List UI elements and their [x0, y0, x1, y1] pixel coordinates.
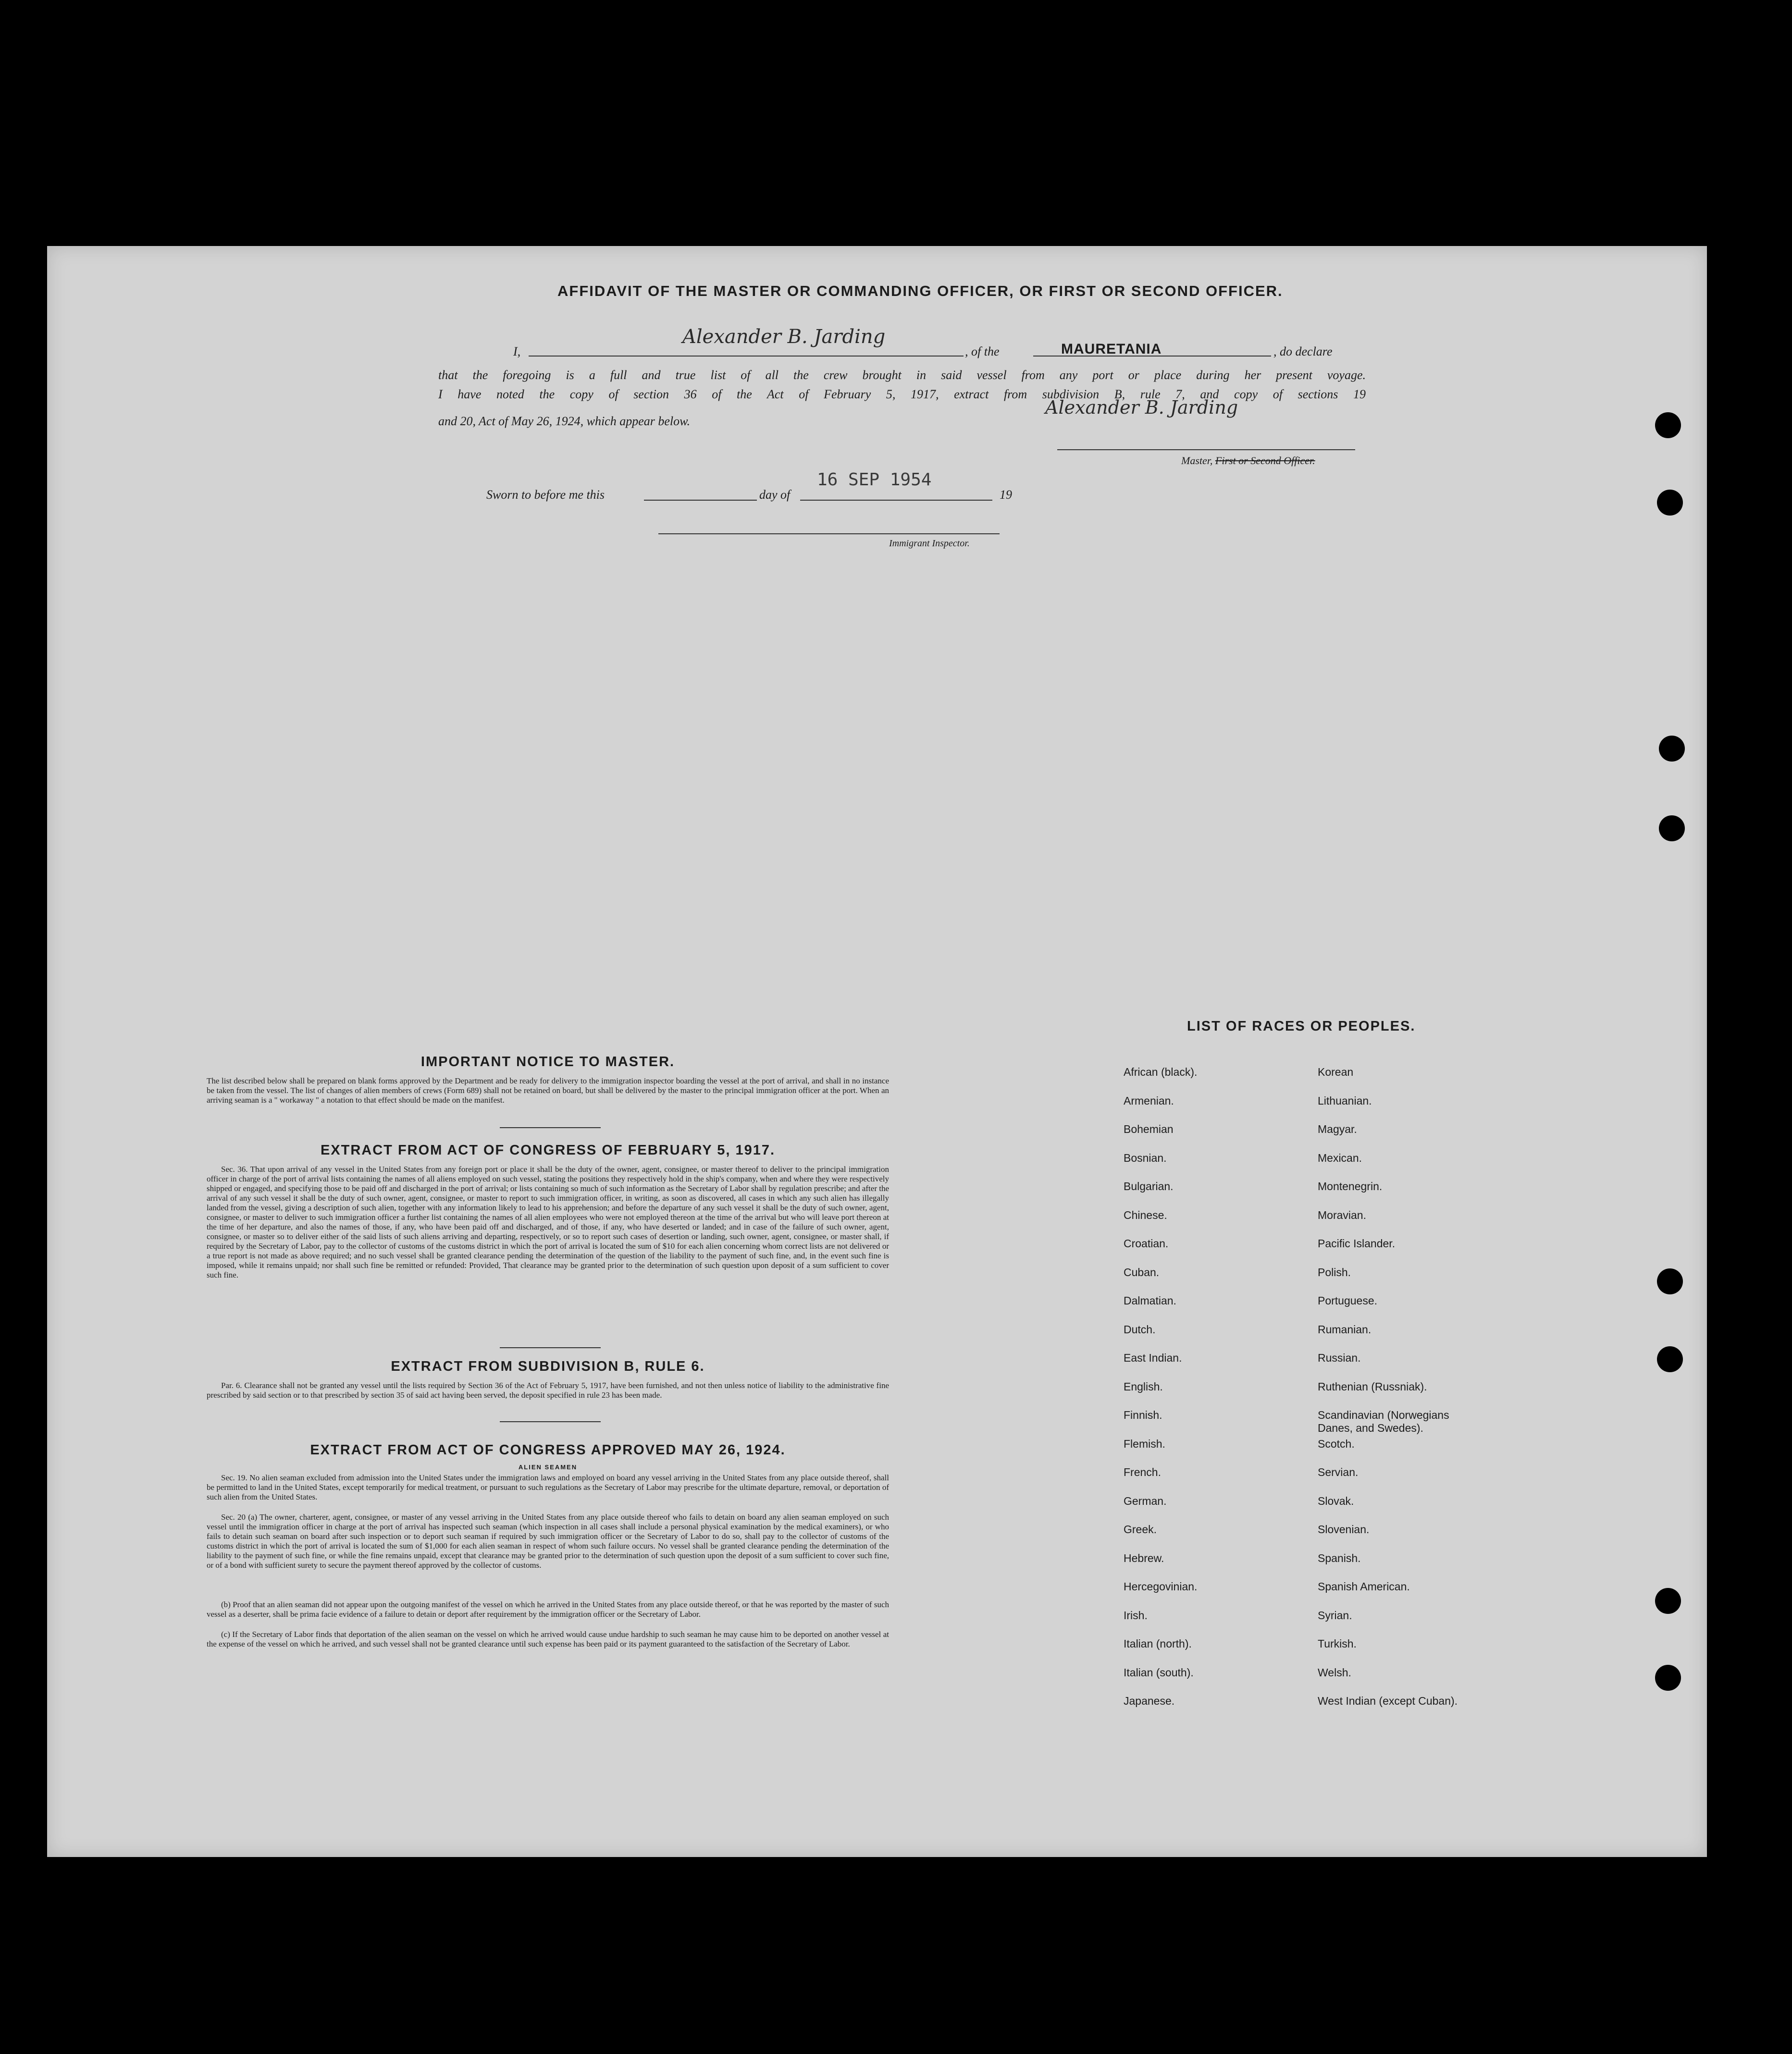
day-of-label: day of	[759, 488, 791, 502]
affidavit-line-4: and 20, Act of May 26, 1924, which appear below.	[438, 414, 691, 428]
declare-label: , do declare	[1273, 344, 1333, 358]
binder-hole	[1659, 815, 1685, 841]
binder-hole	[1655, 1588, 1681, 1614]
race-item: Rumanian.	[1318, 1323, 1372, 1336]
race-item: French.	[1124, 1466, 1161, 1478]
race-item: Hercegovinian.	[1124, 1580, 1198, 1593]
races-title: LIST OF RACES OR PEOPLES.	[1187, 1019, 1416, 1034]
race-item: Magyar.	[1318, 1123, 1357, 1135]
affiant-label: I,	[513, 344, 521, 358]
sworn-day-line	[644, 500, 757, 501]
subdivision-body: Par. 6. Clearance shall not be granted any vessel until the lists required by Section 36 of the Act of February 5, 1917, have been furnished, and not then unless notice of liability to the administrative fine prescribed by said section or to that prescribed by section 35 of said act having been served, the deposit specified in rule 23 has been made.	[207, 1381, 889, 1400]
race-item: Chinese.	[1124, 1208, 1167, 1221]
affiant-signature: Alexander B. Jarding	[682, 326, 886, 348]
master-title: Master,	[1181, 455, 1213, 467]
master-signature-line	[1057, 449, 1355, 450]
binder-hole	[1655, 412, 1681, 438]
of-the-label: , of the	[965, 344, 1000, 358]
binder-hole	[1657, 1346, 1683, 1372]
date-stamp: 16 SEP 1954	[817, 470, 932, 490]
inspector-signature-line	[658, 533, 1000, 534]
race-item: Scotch.	[1318, 1437, 1355, 1450]
sec-20b: (b) Proof that an alien seaman did not appear upon the outgoing manifest of the vessel on which he arrived in the United States from any place outside thereof, or that he was reported by the master of such vessel as a deserter, shall be prima facie evidence of a failure to detain or deport after requirement by the immigration officer or the Secretary of Labor.	[207, 1600, 889, 1619]
race-item: African (black).	[1124, 1066, 1198, 1078]
extract-1917-body: Sec. 36. That upon arrival of any vessel in the United States from any foreign port or place it shall be the duty of the owner, agent, consignee, or master thereof to deliver to the principal immigration officer in charge of the port of arrival lists containing the names of all aliens employed on such vessel, stating the positions they respectively hold in the ship's company, when and where they were respectively shipped or engaged, and specifying those to be paid off and discharged in the port of arrival; or lists containing so much of such information as the Secretary of Labor shall by regulation prescribe; and after the arrival of any such vessel it shall be the duty of such owner, agent, consignee, or master to report to such immigration officer, in writing, as soon as discovered, all cases in which any such alien has illegally landed from the vessel, giving a description of such alien, together with any information likely to lead to his apprehension; and before the departure of any such vessel it shall be the duty of such owner, agent, consignee, or master to deliver to such immigration officer a further list containing the names of all alien employees who were not employed thereon at the time of the arrival but who will leave port thereon at the time of her departure, and also the names of those, if any, who have been paid off and discharged, and of those, if any, who have deserted or landed; and in case of the failure of such owner, agent, consignee, or master so to deliver either of the said lists of such aliens arriving and departing, respectively, or so to report such cases of desertion or landing, such owner, agent, consignee, or master shall, if required by the Secretary of Labor, pay to the collector of customs of the customs district in which the port of arrival is located the sum of $10 for each alien concerning whom correct lists are not delivered or a true report is not made as above required; and no such vessel shall be granted clearance pending the determination of the question of the liability to the payment of such fine, and, in the event such fine is imposed, while it remains unpaid; nor shall such fine be remitted or refunded: Provided, That clearance may be granted prior to the determination of such question upon deposit of a sum sufficient to cover such fine.	[207, 1165, 889, 1279]
binder-hole	[1657, 490, 1683, 516]
sec-20c: (c) If the Secretary of Labor finds that deportation of the alien seaman on the vessel on which he arrived would cause undue hardship to such seaman he may cause him to be deported on another vessel at the expense of the vessel on which he arrived, and such vessel shall not be granted clearance until such expense has been paid or its payment guaranteed to the satisfaction of the Secretary of Labor.	[207, 1630, 889, 1648]
affidavit-line-2: that the foregoing is a full and true list of all the crew brought in said vessel from any port or place during her present voyage.	[438, 368, 1366, 382]
race-item: Welsh.	[1318, 1666, 1351, 1679]
race-item: Lithuanian.	[1318, 1094, 1372, 1107]
sworn-month-line	[800, 500, 992, 501]
binder-hole	[1659, 736, 1685, 762]
notice-title: IMPORTANT NOTICE TO MASTER.	[420, 1054, 675, 1070]
race-item: Russian.	[1318, 1352, 1361, 1364]
affiant-name-line	[529, 356, 964, 357]
race-item: Spanish.	[1318, 1551, 1361, 1564]
race-item: Bosnian.	[1124, 1151, 1167, 1164]
race-item: Korean	[1318, 1066, 1354, 1078]
race-item: Flemish.	[1124, 1437, 1165, 1450]
notice-body: The list described below shall be prepared on blank forms approved by the Department and be ready for delivery to the immigration inspector boarding the vessel at the port of arrival, and shall in no instance be taken from the vessel. The list of changes of alien members of crews (Form 689) shall not be retained on board, but shall be delivered by the master to the principal immigration officer at the port. When an arriving seaman is a " workaway " a notation to that effect should be made on the manifest.	[207, 1076, 889, 1105]
subdivision-title: EXTRACT FROM SUBDIVISION B, RULE 6.	[391, 1359, 705, 1374]
race-item: Greek.	[1124, 1523, 1157, 1536]
race-item: Italian (north).	[1124, 1637, 1192, 1650]
sec-20a: Sec. 20 (a) The owner, charterer, agent, consignee, or master of any vessel arriving in the United States from any place outside thereof who fails to detain on board any alien seaman employed on such vessel until the immigration officer in charge at the port of arrival has inspected such seaman (which inspection in all cases shall include a personal physical examination by the medical examiners), or who fails to detain such seaman on board after such inspection or to deport such seaman if required by such immigration officer or the Secretary of Labor to do so, shall pay to the collector of customs of the customs district in which the port of arrival is located the sum of $1,000 for each alien seaman in respect of whom such failure occurs. No vessel shall be granted clearance pending the determination of the liability to the payment of such fine, or while the fine remains unpaid, except that clearance may be granted prior to the determination of such question upon the deposit of a sum sufficient to cover such fine, or of a bond with sufficient surety to secure the payment thereof approved by the collector of customs.	[207, 1513, 889, 1570]
race-item: Syrian.	[1318, 1609, 1352, 1622]
race-item: Slovenian.	[1318, 1523, 1370, 1536]
binder-hole	[1657, 1268, 1683, 1294]
race-item: Turkish.	[1318, 1637, 1357, 1650]
race-item: Italian (south).	[1124, 1666, 1194, 1679]
race-item: Moravian.	[1318, 1208, 1366, 1221]
race-item: Slovak.	[1318, 1494, 1354, 1507]
binder-hole	[1655, 1665, 1681, 1691]
race-item: Hebrew.	[1124, 1551, 1164, 1564]
race-item: German.	[1124, 1494, 1167, 1507]
extract-1924-title: EXTRACT FROM ACT OF CONGRESS APPROVED MAY 26, 1924.	[310, 1442, 786, 1458]
race-item: Scandinavian (Norwegians Danes, and Swedes).	[1318, 1409, 1449, 1434]
extract-1917-title: EXTRACT FROM ACT OF CONGRESS OF FEBRUARY 5, 1917.	[320, 1143, 776, 1158]
race-item: Polish.	[1318, 1266, 1351, 1279]
sec-19: Sec. 19. No alien seaman excluded from admission into the United States under the immigration laws and employed on board any vessel arriving in the United States from any place outside thereof, shall be permitted to land in the United States, except temporarily for medical treatment, or pursuant to such regulations as the Secretary of Labor may prescribe for the ultimate departure, removal, or deportation of such alien from the United States.	[207, 1473, 889, 1501]
race-item: Japanese.	[1124, 1695, 1175, 1707]
affidavit-title: AFFIDAVIT OF THE MASTER OR COMMANDING OFFICER, OR FIRST OR SECOND OFFICER.	[557, 283, 1283, 299]
master-label	[1181, 455, 1315, 467]
race-item: Pacific Islander.	[1318, 1237, 1396, 1250]
race-item: Portuguese.	[1318, 1294, 1378, 1307]
affidavit-line-3: I have noted the copy of section 36 of the Act of February 5, 1917, extract from subdivision B, rule 7, and copy of sections 19	[438, 387, 1366, 401]
race-item: English.	[1124, 1380, 1163, 1393]
divider	[500, 1421, 601, 1422]
race-item: Armenian.	[1124, 1094, 1174, 1107]
struck-officer-title: First or Second Officer.	[1215, 455, 1315, 467]
race-item: Dutch.	[1124, 1323, 1156, 1336]
race-item: East Indian.	[1124, 1352, 1182, 1364]
inspector-label: Immigrant Inspector.	[889, 538, 970, 549]
race-item: Servian.	[1318, 1466, 1359, 1478]
race-item: West Indian (except Cuban).	[1318, 1695, 1458, 1707]
divider	[500, 1127, 601, 1128]
master-signature: Alexander B. Jarding	[1045, 397, 1238, 418]
divider	[500, 1347, 601, 1348]
race-item: Montenegrin.	[1318, 1180, 1383, 1193]
race-item: Cuban.	[1124, 1266, 1160, 1279]
race-item: Bohemian	[1124, 1123, 1174, 1135]
bleed-through-text	[913, 307, 918, 328]
race-item: Croatian.	[1124, 1237, 1169, 1250]
race-item: Bulgarian.	[1124, 1180, 1174, 1193]
race-item: Spanish American.	[1318, 1580, 1410, 1593]
race-item: Irish.	[1124, 1609, 1148, 1622]
race-item: Finnish.	[1124, 1409, 1162, 1421]
race-item: Dalmatian.	[1124, 1294, 1176, 1307]
race-item: Ruthenian (Russniak).	[1318, 1380, 1427, 1393]
year-prefix: 19	[1000, 488, 1012, 502]
alien-seamen-subtitle: ALIEN SEAMEN	[518, 1464, 578, 1471]
sworn-label: Sworn to before me this	[486, 488, 605, 502]
race-item: Mexican.	[1318, 1151, 1362, 1164]
vessel-name: MAURETANIA	[1061, 341, 1162, 357]
